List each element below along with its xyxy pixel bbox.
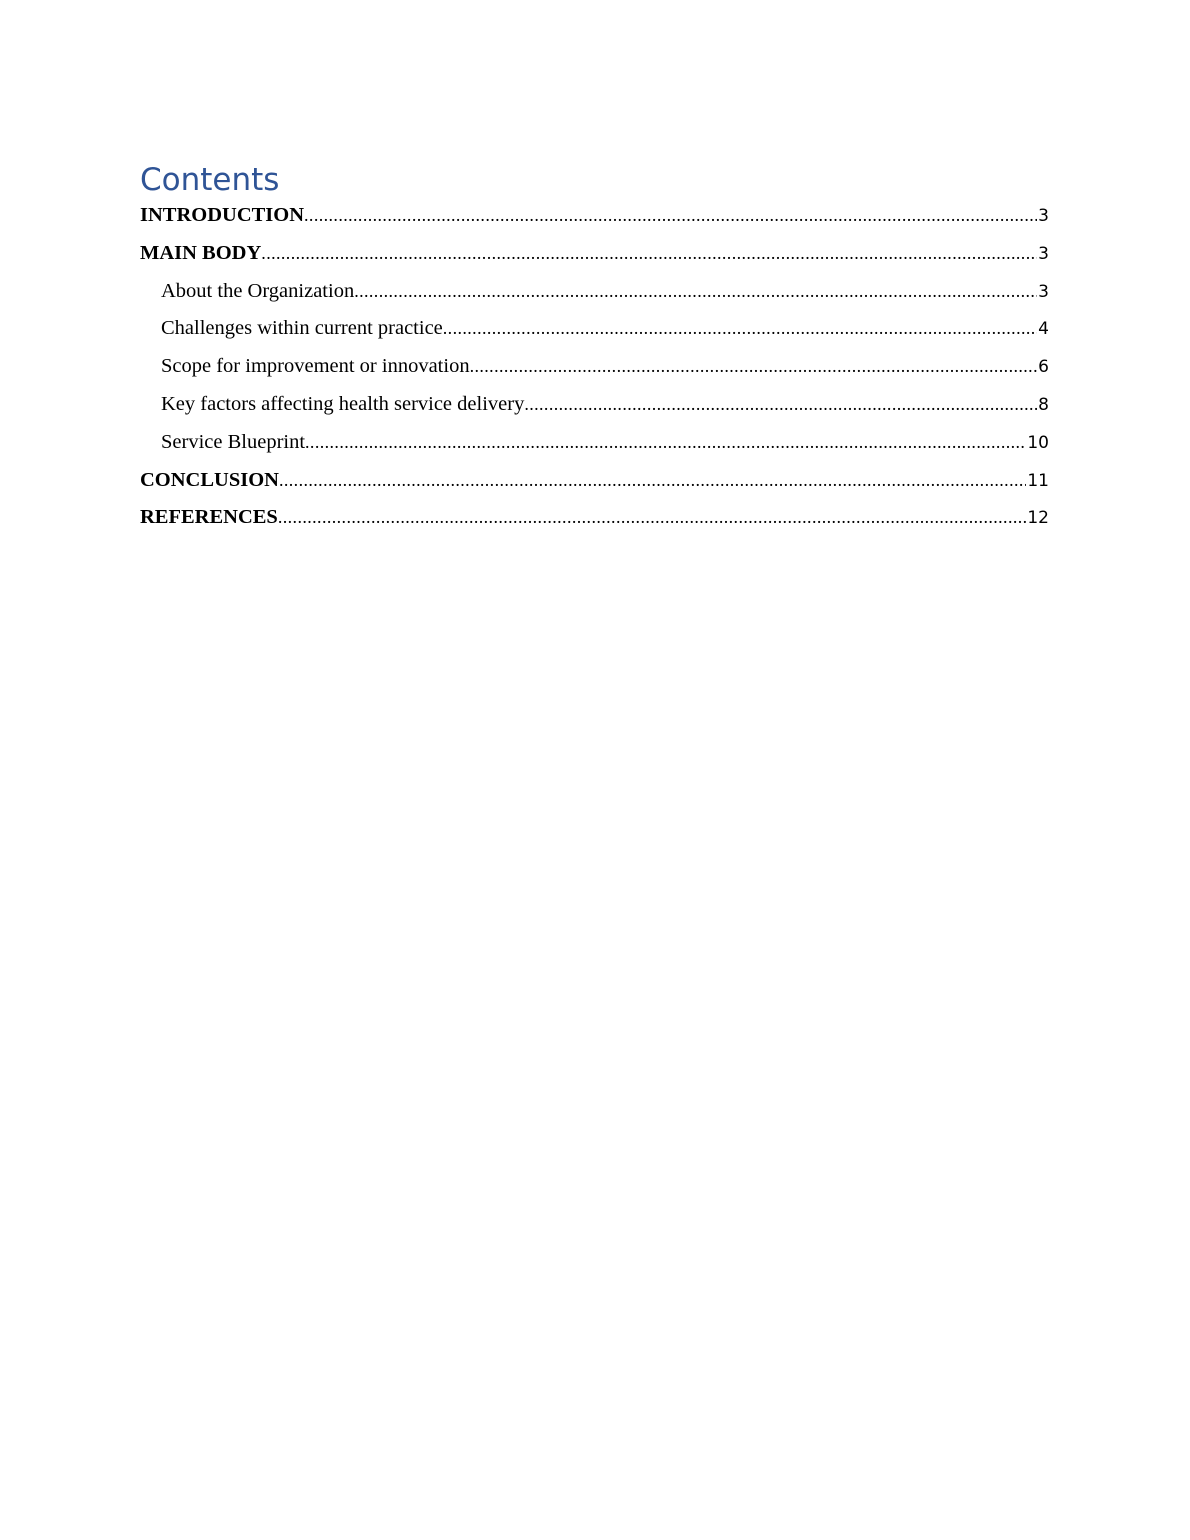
toc-dot-leader	[279, 462, 1026, 500]
toc-entry-references[interactable]	[140, 499, 1049, 537]
toc-entry-label: MAIN BODY	[140, 241, 262, 264]
toc-dot-leader	[443, 310, 1037, 348]
toc-entry-label: INTRODUCTION	[140, 204, 305, 226]
toc-page-number: 10	[1027, 432, 1049, 453]
toc-dot-leader	[305, 424, 1026, 462]
toc-dot-leader	[304, 197, 1037, 235]
toc-entry-label: Challenges within current practice	[161, 317, 443, 340]
toc-page-number: 12	[1027, 508, 1049, 529]
toc-heading: Contents	[140, 162, 280, 198]
toc-entry-key-factors[interactable]	[140, 386, 1049, 424]
toc-page-number: 6	[1038, 357, 1049, 378]
toc-page-number: 3	[1038, 206, 1049, 226]
toc-entry-about-organization[interactable]	[140, 273, 1049, 311]
table-of-contents	[140, 197, 1049, 537]
toc-entry-main-body[interactable]	[140, 235, 1049, 273]
toc-dot-leader	[354, 273, 1037, 311]
toc-entry-conclusion[interactable]	[140, 462, 1049, 500]
toc-dot-leader	[261, 235, 1037, 273]
toc-page-number: 3	[1038, 243, 1049, 264]
toc-entry-label: CONCLUSION	[140, 468, 279, 491]
toc-entry-service-blueprint[interactable]	[140, 424, 1049, 462]
toc-page-number: 3	[1038, 281, 1049, 302]
toc-entry-label: Service Blueprint	[161, 430, 306, 453]
toc-page-number: 11	[1027, 470, 1049, 491]
toc-page-number: 4	[1038, 319, 1049, 340]
toc-entry-label: Key factors affecting health service delivery	[161, 392, 525, 415]
toc-entry-label: REFERENCES	[140, 506, 278, 529]
toc-entry-label: About the Organization	[161, 279, 355, 302]
toc-entry-label: Scope for improvement or innovation	[161, 355, 470, 378]
toc-page-number: 8	[1038, 394, 1049, 415]
toc-entry-introduction[interactable]	[140, 197, 1049, 235]
toc-dot-leader	[278, 499, 1027, 537]
toc-dot-leader	[524, 386, 1037, 424]
toc-dot-leader	[470, 348, 1038, 386]
toc-entry-challenges[interactable]	[140, 310, 1049, 348]
toc-entry-scope-improvement[interactable]	[140, 348, 1049, 386]
